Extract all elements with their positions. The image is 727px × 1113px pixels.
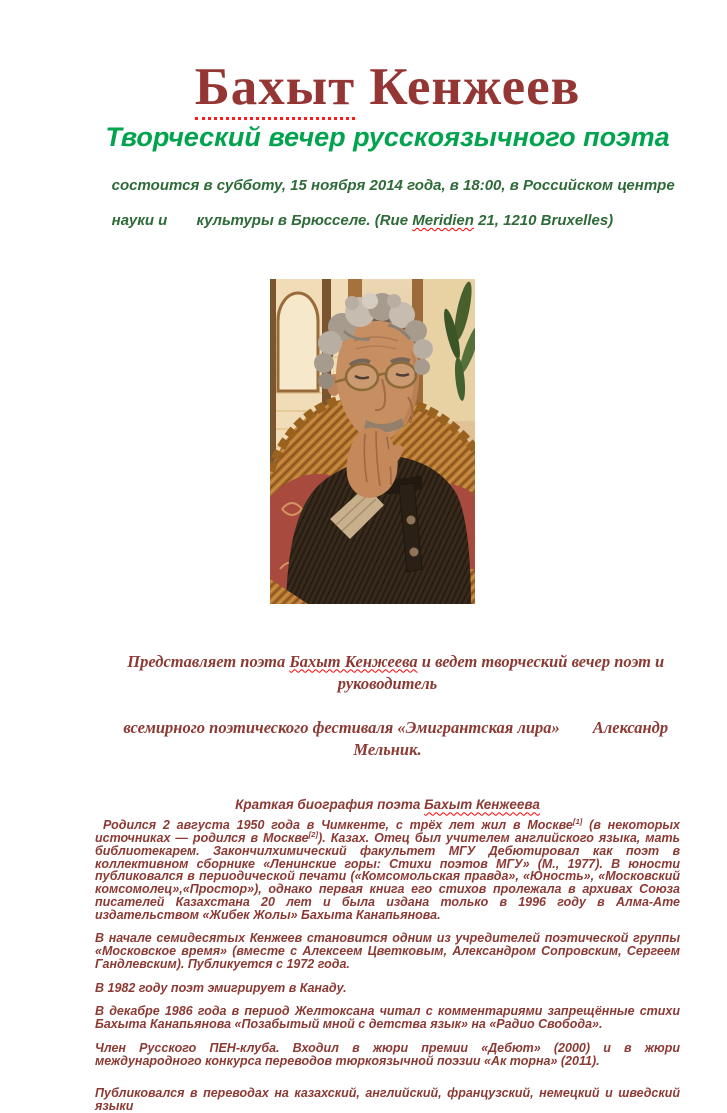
credit-line1-part1: Представляет поэта bbox=[127, 651, 290, 671]
bio-paragraph: В 1982 году поэт эмигрирует в Канаду. bbox=[95, 980, 347, 995]
event-details bbox=[95, 160, 680, 247]
event-subtitle: Творческий вечер русскоязычного поэта bbox=[105, 121, 670, 152]
bio-paragraph: Публиковался в переводах на казахский, английский, французский, немецкий и шведский языки bbox=[95, 1086, 680, 1113]
bio-p1-text-c: ). Казах. Отец был учителем английского языка, мать библиотекарем. Закончилхимический факультет МГУ Дебютировал как поэт в коллективном сборнике «Ленинские горы: Стихи поэтов МГУ» (М., 1977). В юности публиковался в периодической печати («Комсомольская правда», «Юность», «Московский комсомолец»,«Простор»), однако первая книга его стихов пролежала в архивах Союза писателей Казахстана 20 лет и была издана только в 1996 году в Алма-Ате издательством «Жибек Жолы» Бахыта Канапьянова. bbox=[95, 831, 680, 922]
page-title bbox=[95, 60, 680, 116]
bio-paragraph: В начале семидесятых Кенжеев становится одним из учредителей поэтической группы «Московское время» (вместе с Алексеем Цветковым, Александром Сопровским, Сергеем Гандлевским). Публикуется с 1972 года. bbox=[95, 931, 680, 971]
event-line2-part2: 21, 1210 Bruxelles) bbox=[473, 211, 614, 229]
credit-line1-part2: и ведет творческий вечер поэт и руководитель bbox=[337, 651, 669, 693]
bio-p1-text-b: (в некоторых источниках — родился в Москве bbox=[95, 818, 680, 846]
event-line1: состоится в субботу, 15 ноября 2014 года, в 18:00, в Российском центре bbox=[111, 177, 675, 195]
footnote-ref-2: [2] bbox=[308, 829, 319, 839]
credit-line2: всемирного поэтического фестиваля «Эмигрантская лира» Александр Мельник. bbox=[123, 718, 673, 760]
biography-section bbox=[95, 819, 680, 1113]
bio-paragraph bbox=[95, 819, 680, 921]
credit-poet-name: Бахыт Кенжеева bbox=[289, 651, 418, 671]
bio-heading-text: Краткая биография поэта bbox=[235, 797, 425, 813]
bio-p1-text-a: Родился 2 августа 1950 года в Чимкенте, с трёх лет жил в Москве bbox=[103, 818, 573, 833]
poet-portrait-illustration bbox=[270, 279, 475, 604]
bio-heading bbox=[95, 797, 680, 812]
bio-heading-poet-name: Бахыт Кенжеева bbox=[424, 797, 540, 813]
poet-portrait-photo bbox=[270, 279, 475, 604]
bio-paragraph: В декабре 1986 года в период Желтоксана читал с комментариями запрещённые стихи Бахыта Канапьянова «Позабытый мной с детства язык» на «Радио Свобода». bbox=[95, 1004, 680, 1032]
footnote-ref-1: [1] bbox=[572, 817, 583, 827]
title-word-rest: Кенжеев bbox=[355, 58, 581, 116]
event-line2-part1: науки и культуры в Брюсселе. (Rue bbox=[111, 211, 413, 229]
presenter-credit bbox=[95, 629, 680, 784]
bio-paragraph: Член Русского ПЕН-клуба. Входил в жюри премии «Дебют» (2000) и в жюри международного конкурса переводов тюркоязычной поэзии «Ак торна» (2011). bbox=[95, 1040, 680, 1068]
event-address-misspelled: Meridien bbox=[412, 211, 474, 229]
title-word-misspelled: Бахыт bbox=[195, 58, 355, 120]
